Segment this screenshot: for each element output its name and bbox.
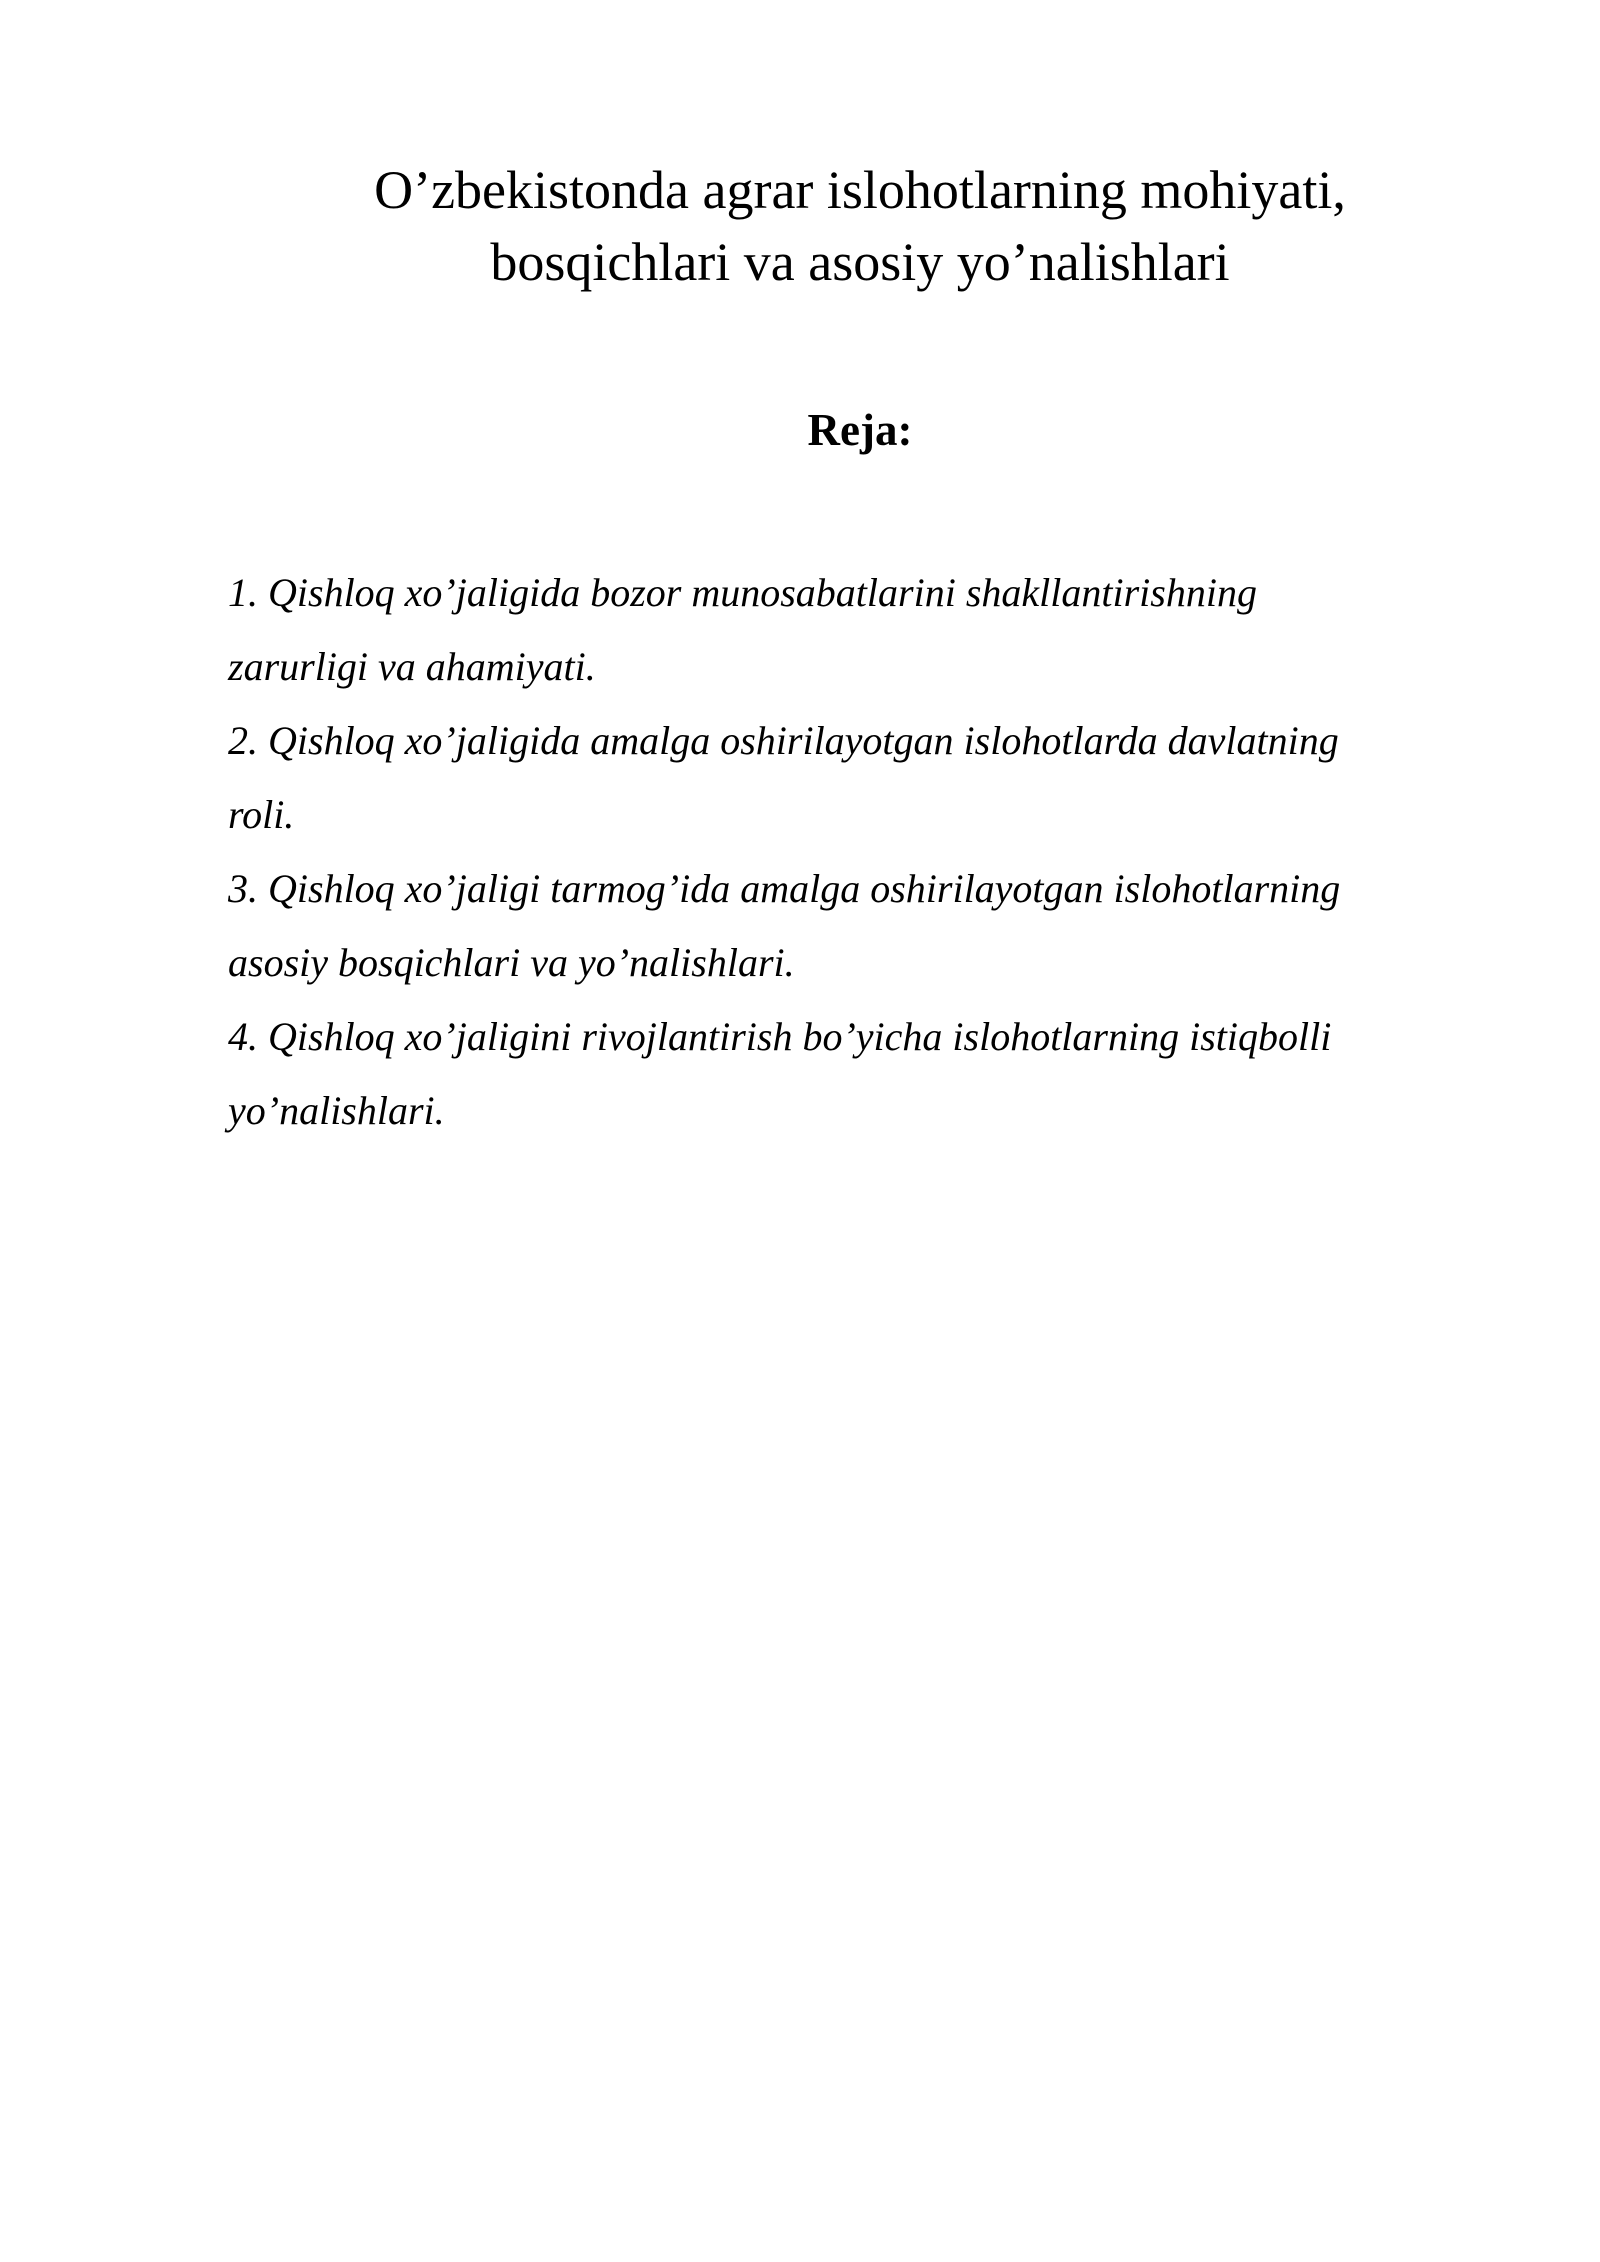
plan-item-3-line-1: 3. Qishloq xo’jaligi tarmog’ida amalga oshirilayotgan islohotlarning [228, 866, 1341, 911]
plan-item-2-line-1: 2. Qishloq xo’jaligida amalga oshirilayotgan islohotlarda davlatning [228, 718, 1339, 763]
plan-item-1-line-1: 1. Qishloq xo’jaligida bozor munosabatlarini shakllantirishning [228, 570, 1257, 615]
title-line-2: bosqichlari va asosiy yo’nalishlari [490, 232, 1230, 292]
plan-item-2 [228, 704, 1468, 852]
plan-item-3-line-2: asosiy bosqichlari va yo’nalishlari. [228, 940, 795, 985]
plan-item-4-line-1: 4. Qishloq xo’jaligini rivojlantirish bo’yicha islohotlarning istiqbolli [228, 1014, 1332, 1059]
plan-item-1 [228, 556, 1468, 704]
plan-item-3 [228, 852, 1468, 1000]
plan-item-1-line-2: zarurligi va ahamiyati. [228, 644, 596, 689]
document-title [200, 154, 1520, 298]
plan-item-2-line-2: roli. [228, 792, 295, 837]
title-line-1: O’zbekistonda agrar islohotlarning mohiyati, [374, 160, 1346, 220]
plan-list [228, 556, 1468, 1148]
plan-item-4-line-2: yo’nalishlari. [228, 1088, 445, 1133]
plan-heading: Reja: [807, 405, 913, 455]
plan-item-4 [228, 1000, 1468, 1148]
